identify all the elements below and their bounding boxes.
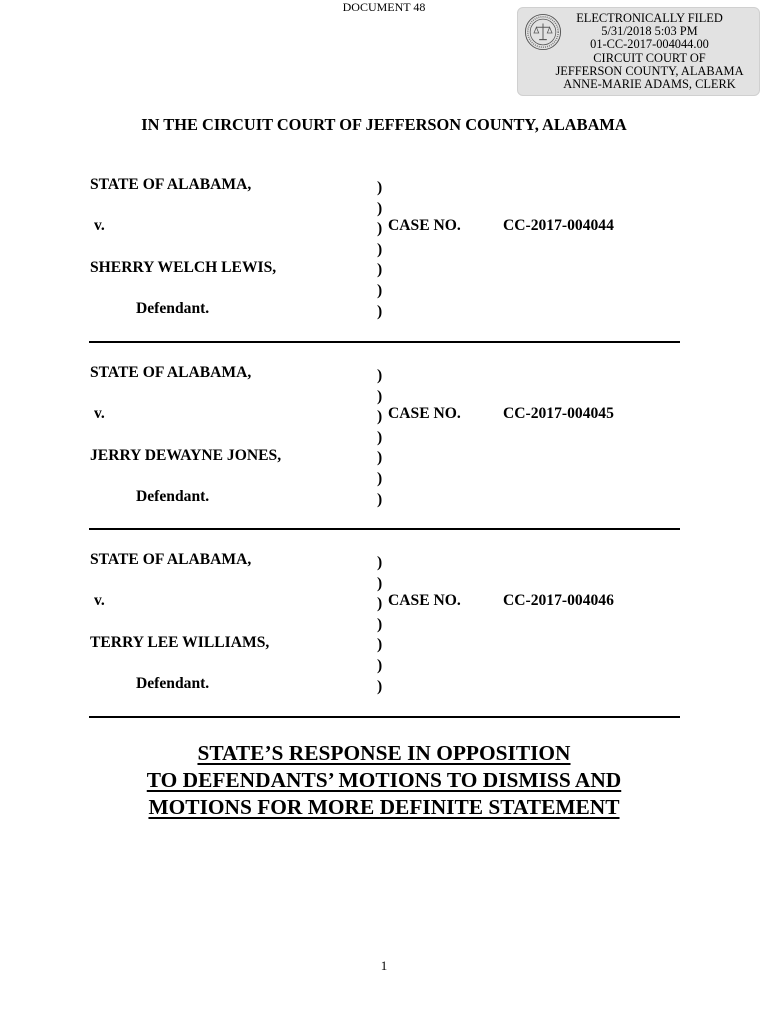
plaintiff-name: STATE OF ALABAMA, xyxy=(90,551,252,568)
stamp-line: ELECTRONICALLY FILED xyxy=(576,11,723,25)
section-divider xyxy=(89,528,680,530)
plaintiff-name: STATE OF ALABAMA, xyxy=(90,364,252,381)
case-number: CC-2017-004045 xyxy=(503,405,614,422)
document-number: DOCUMENT 48 xyxy=(342,0,426,14)
caption-parentheses: ) ) ) ) ) ) ) xyxy=(377,179,383,320)
title-line: TO DEFENDANTS’ MOTIONS TO DISMISS AND xyxy=(146,768,622,792)
stamp-line: JEFFERSON COUNTY, ALABAMA xyxy=(555,63,744,78)
case-number-label: CASE NO. xyxy=(388,592,461,609)
document-title xyxy=(0,740,768,821)
electronic-filing-stamp xyxy=(517,7,760,96)
defendant-name: JERRY DEWAYNE JONES, xyxy=(90,447,282,464)
case-number-label: CASE NO. xyxy=(388,217,461,234)
court-heading: IN THE CIRCUIT COURT OF JEFFERSON COUNTY, ALABAMA xyxy=(141,115,627,134)
defendant-label: Defendant. xyxy=(136,488,210,505)
versus-label: v. xyxy=(94,217,105,234)
page-number: 1 xyxy=(380,958,388,973)
stamp-line: 5/31/2018 5:03 PM xyxy=(601,24,698,39)
defendant-name: SHERRY WELCH LEWIS, xyxy=(90,259,277,276)
section-divider xyxy=(89,341,680,343)
stamp-line: ANNE-MARIE ADAMS, CLERK xyxy=(563,77,736,92)
title-line: STATE’S RESPONSE IN OPPOSITION xyxy=(197,741,571,765)
defendant-label: Defendant. xyxy=(136,300,210,317)
defendant-name: TERRY LEE WILLIAMS, xyxy=(90,634,270,651)
versus-label: v. xyxy=(94,592,105,609)
caption-parentheses: ) ) ) ) ) ) ) xyxy=(377,554,383,695)
case-number: CC-2017-004044 xyxy=(503,217,614,234)
plaintiff-name: STATE OF ALABAMA, xyxy=(90,176,252,193)
caption-parentheses: ) ) ) ) ) ) ) xyxy=(377,367,383,508)
versus-label: v. xyxy=(94,405,105,422)
case-number: CC-2017-004046 xyxy=(503,592,614,609)
title-line: MOTIONS FOR MORE DEFINITE STATEMENT xyxy=(148,795,620,819)
stamp-line: 01-CC-2017-004044.00 xyxy=(590,37,709,52)
section-divider xyxy=(89,716,680,718)
stamp-line: CIRCUIT COURT OF xyxy=(593,50,706,65)
case-number-label: CASE NO. xyxy=(388,405,461,422)
defendant-label: Defendant. xyxy=(136,675,210,692)
